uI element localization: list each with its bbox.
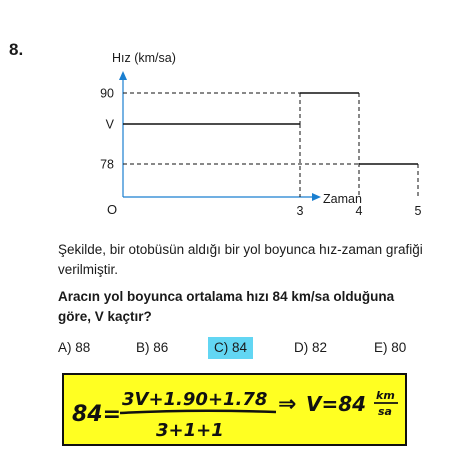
solution-denominator: 3+1+1 (156, 420, 224, 441)
x-tick-5: 5 (414, 204, 422, 218)
handwritten-solution (62, 373, 407, 446)
y-tick-78: 78 (100, 157, 114, 172)
solution-result: V=84 (306, 392, 367, 416)
x-tick-4: 4 (355, 204, 363, 218)
question-prompt: Aracın yol boyunca ortalama hızı 84 km/sa olduğuna göre, V kaçtır? (58, 289, 395, 324)
x-axis-label: Zaman (323, 192, 362, 206)
question-number: 8. (9, 40, 24, 59)
option-d[interactable]: D) 82 (294, 340, 328, 355)
origin-label: O (107, 202, 118, 217)
y-axis-label: Hız (km/sa) (112, 51, 176, 65)
implies-arrow: ⇒ (278, 392, 297, 417)
y-tick-90: 90 (100, 86, 114, 101)
solution-lhs: 84= (72, 402, 122, 427)
y-tick-v: V (105, 117, 114, 132)
option-b[interactable]: B) 86 (136, 340, 169, 355)
option-c[interactable]: C) 84 (208, 337, 253, 359)
fraction-bar (120, 411, 276, 413)
option-e[interactable]: E) 80 (374, 340, 407, 355)
y-axis-arrow (119, 71, 127, 80)
unit-numerator: km (376, 389, 395, 402)
question-stem: Şekilde, bir otobüsün aldığı bir yol boyunca hız-zaman grafiği verilmiştir. (58, 242, 423, 277)
x-axis-arrow (312, 193, 321, 201)
solution-numerator: 3V+1.90+1.78 (122, 389, 268, 410)
x-tick-3: 3 (296, 204, 304, 218)
answer-options (58, 337, 430, 359)
unit-denominator: sa (378, 405, 392, 418)
option-a[interactable]: A) 88 (58, 340, 91, 355)
